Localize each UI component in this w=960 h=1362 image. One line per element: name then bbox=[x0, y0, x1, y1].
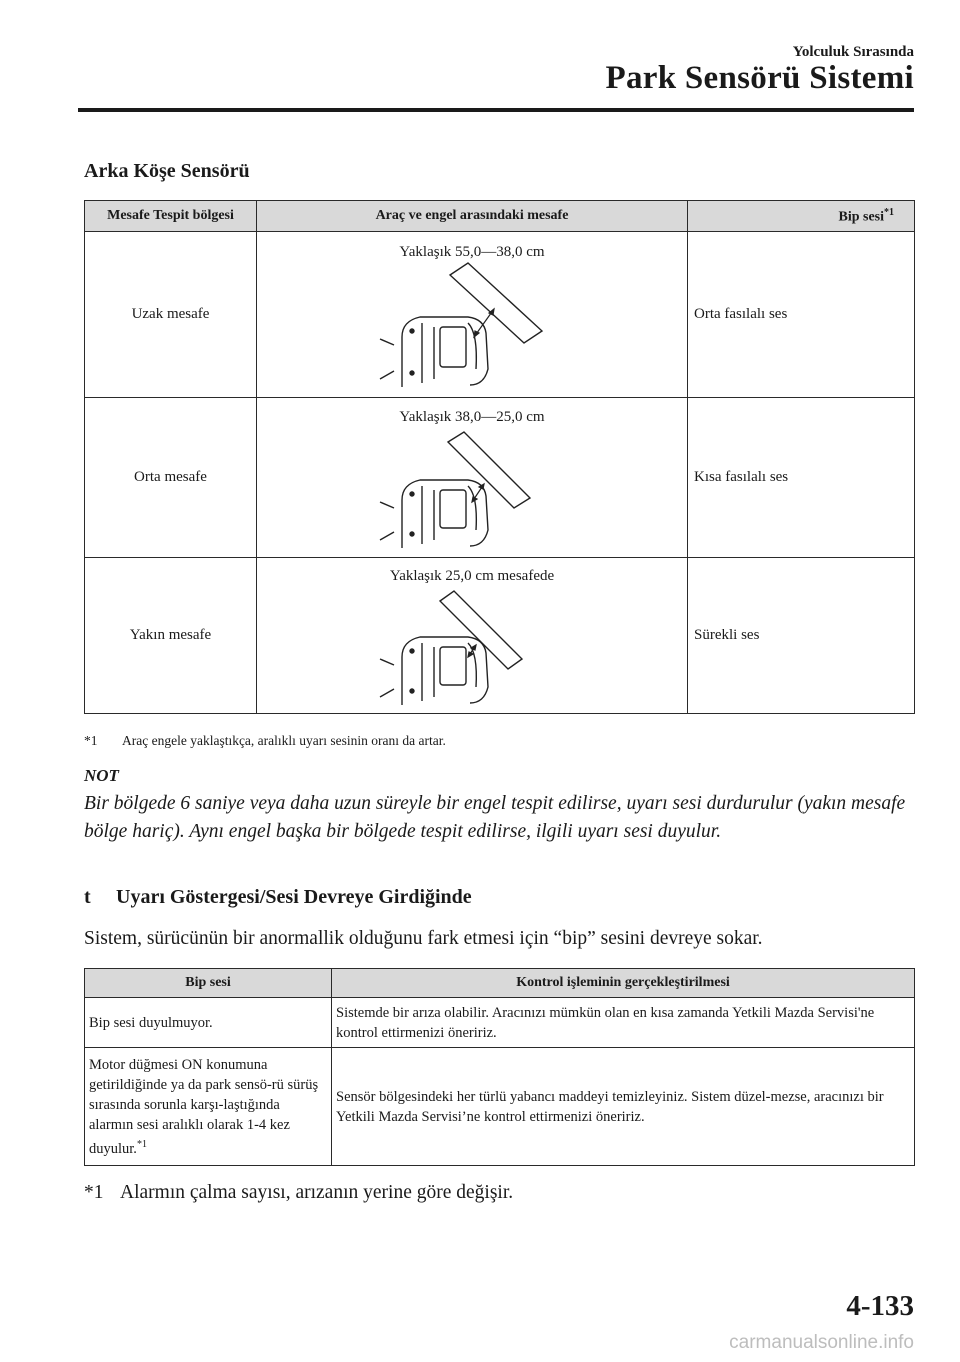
car-obstacle-diagram bbox=[372, 261, 572, 389]
distance-cell bbox=[257, 398, 688, 558]
car-icon bbox=[380, 637, 488, 705]
table-header-beep: Bip sesi$^{*1}$ bbox=[688, 201, 915, 232]
table-header-row bbox=[85, 201, 915, 232]
table-header-row bbox=[85, 969, 915, 998]
distance-label: Yaklaşık 25,0 cm mesafede bbox=[389, 568, 555, 584]
footnote-text: Araç engele yaklaştıkça, aralıklı uyarı sesinin oranı da artar. bbox=[122, 733, 446, 748]
action-cell: Sensör bölgesindeki her türlü yabancı maddeyi temizleyiniz. Sistem düzel-mezse, aracınızı bir Yetkili Mazda Servisi’ne kontrol ettirmenizi öneririz. bbox=[332, 1048, 915, 1166]
table-row bbox=[85, 558, 915, 714]
bullet-icon: t bbox=[84, 886, 91, 908]
beep-cell: Sürekli ses bbox=[688, 558, 915, 714]
footnote-mark: *1 bbox=[84, 733, 98, 748]
distance-cell bbox=[257, 232, 688, 398]
zone-cell: Uzak mesafe bbox=[85, 232, 257, 398]
table-header-action: Kontrol işleminin gerçekleştirilmesi bbox=[332, 969, 915, 998]
subsection-title: Uyarı Göstergesi/Sesi Devreye Girdiğinde bbox=[116, 886, 472, 908]
zone-cell: Yakın mesafe bbox=[85, 558, 257, 714]
header-divider bbox=[78, 108, 914, 112]
beep-cell: Kısa fasılalı ses bbox=[688, 398, 915, 558]
table-footnote bbox=[84, 1182, 513, 1204]
section-title: Arka Köşe Sensörü bbox=[84, 160, 250, 182]
distance-label: Yaklaşık 55,0―38,0 cm bbox=[399, 244, 545, 260]
distance-label: Yaklaşık 38,0―25,0 cm bbox=[399, 409, 545, 425]
table-row bbox=[85, 232, 915, 398]
obstacle-icon bbox=[450, 263, 542, 343]
obstacle-icon bbox=[448, 432, 530, 508]
car-obstacle-diagram bbox=[372, 426, 572, 550]
distance-table bbox=[84, 200, 915, 714]
page-title: Park Sensörü Sistemi bbox=[605, 60, 914, 96]
footnote-text: Alarmın çalma sayısı, arızanın yerine göre değişir. bbox=[120, 1182, 514, 1203]
zone-cell: Orta mesafe bbox=[85, 398, 257, 558]
table-header-zone: Mesafe Tespit bölgesi bbox=[85, 201, 257, 232]
header-section: Yolculuk Sırasında bbox=[792, 44, 914, 60]
table-row bbox=[85, 1048, 915, 1166]
footnote-mark: *1 bbox=[84, 1182, 104, 1203]
note-body: Bir bölgede 6 saniye veya daha uzun süreyle bir engel tespit edilirse, uyarı sesi durdurulur (yakın mesafe bölge hariç). Aynı engel başka bir bölgede tespit edilirse, ilgili uyarı sesi duyulur. bbox=[84, 793, 906, 842]
table-header-distance: Araç ve engel arasındaki mesafe bbox=[257, 201, 688, 232]
beep-cell: Bip sesi duyulmuyor. bbox=[85, 998, 332, 1048]
table-header-beep: Bip sesi bbox=[85, 969, 332, 998]
intro-paragraph: Sistem, sürücünün bir anormallik olduğunu fark etmesi için “bip” sesini devreye sokar. bbox=[84, 928, 763, 949]
car-icon bbox=[380, 480, 488, 548]
warning-table bbox=[84, 968, 915, 1166]
table-row bbox=[85, 998, 915, 1048]
obstacle-icon bbox=[440, 591, 522, 669]
subsection-heading bbox=[84, 886, 472, 909]
distance-arrow-icon bbox=[474, 309, 494, 337]
car-icon bbox=[380, 317, 488, 387]
table-row bbox=[85, 398, 915, 558]
table-footnote bbox=[84, 733, 446, 749]
note-heading: NOT bbox=[84, 766, 119, 785]
distance-cell bbox=[257, 558, 688, 714]
car-obstacle-diagram bbox=[372, 585, 572, 707]
watermark: carmanualsonline.info bbox=[729, 1332, 914, 1353]
action-cell: Sistemde bir arıza olabilir. Aracınızı mümkün olan en kısa zamanda Yetkili Mazda Servisi'ne kontrol ettirmenizi öneririz. bbox=[332, 998, 915, 1048]
page-number: 4-133 bbox=[846, 1290, 914, 1322]
beep-cell: Motor düğmesi ON konumuna getirildiğinde ya da park sensö-rü sürüş sırasında sorunla karşı-laştığında alarmın sesi aralıklı olarak 1-4 kez duyulur.$^{*1}$ bbox=[85, 1048, 332, 1166]
beep-cell: Orta fasılalı ses bbox=[688, 232, 915, 398]
